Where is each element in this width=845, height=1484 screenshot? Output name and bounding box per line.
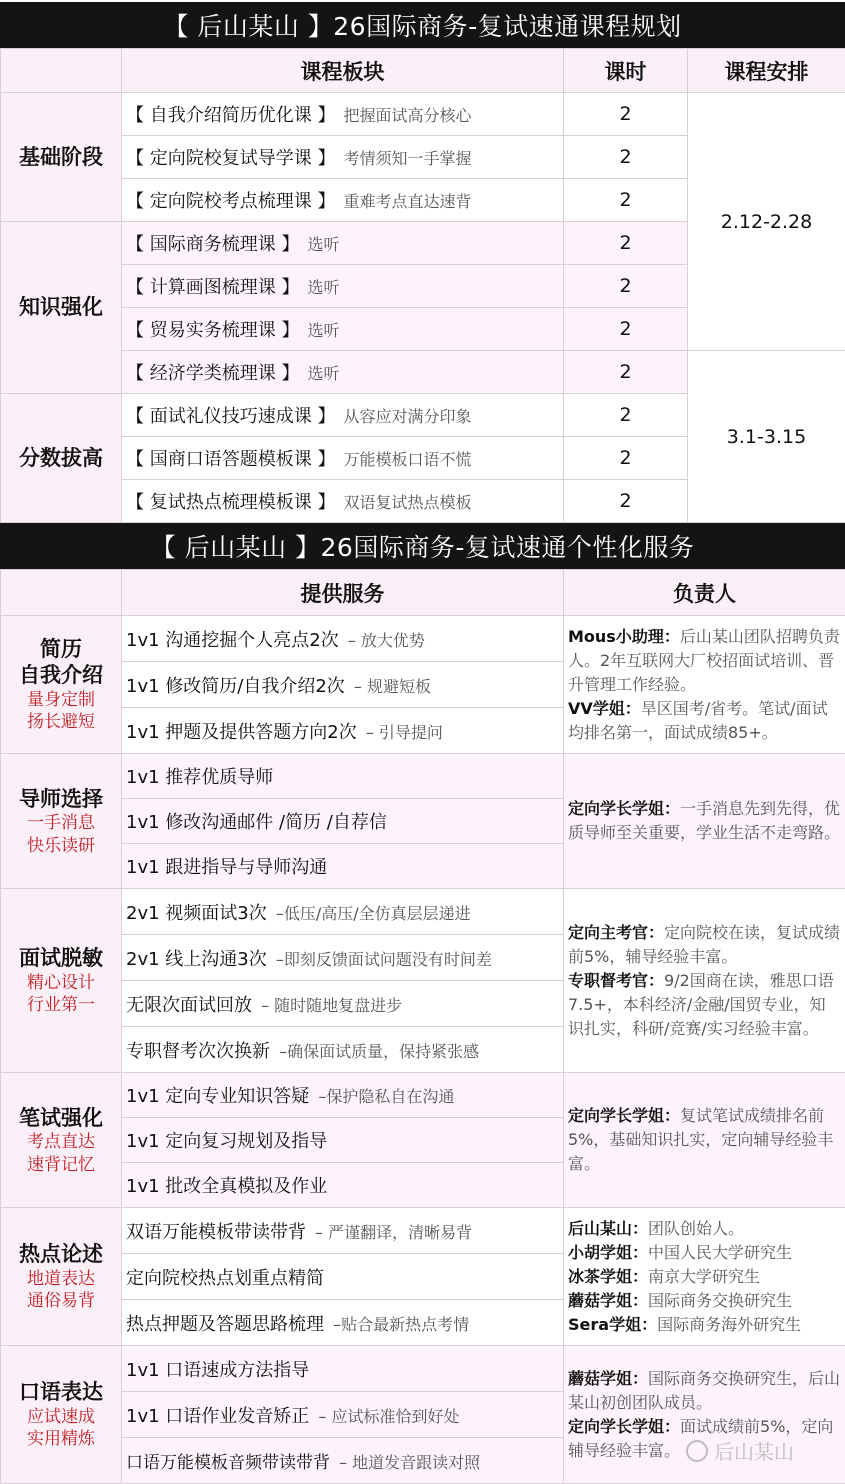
table-row: [1, 351, 845, 394]
service-item: 1v1 定向专业知识答疑 –保护隐私自在沟通: [122, 1073, 564, 1118]
course-name: 【 国商口语答题模板课 】 万能模板口语不慌: [122, 437, 564, 480]
course-name: 【 复试热点梳理模板课 】 双语复试热点模板: [122, 480, 564, 523]
service-item: 1v1 修改沟通邮件 /简历 /自荐信: [122, 799, 564, 844]
course-hours: 2: [564, 93, 688, 136]
section1-title: 【 后山某山 】26国际商务-复试速通课程规划: [0, 2, 845, 48]
service-item: 1v1 口语速成方法指导: [122, 1346, 564, 1392]
service-item: 1v1 批改全真模拟及作业: [122, 1163, 564, 1208]
course-hours: 2: [564, 437, 688, 480]
header-owner: 负责人: [564, 570, 845, 616]
course-hours: 2: [564, 179, 688, 222]
course-name: 【 定向院校考点梳理课 】 重难考点直达速背: [122, 179, 564, 222]
course-hours: 2: [564, 394, 688, 437]
course-hours: 2: [564, 222, 688, 265]
course-name: 【 计算画图梳理课 】 选听: [122, 265, 564, 308]
course-hours: 2: [564, 136, 688, 179]
course-note: 选听: [307, 321, 340, 340]
group-mentor: 导师选择 一手消息 快乐读研: [1, 754, 122, 889]
course-note: 选听: [307, 235, 340, 254]
table-row: [1, 1208, 845, 1254]
owner-cell: 定向主考官：定向院校在读，复试成绩前5%，辅导经验丰富。 专职督考官：9/2国商在读，雅思口语7.5+，本科经济/金融/国贸专业，知识扎实，科研/竞赛/实习经验丰富。: [564, 889, 845, 1073]
course-table-header: [1, 49, 845, 93]
course-hours: 2: [564, 265, 688, 308]
schedule-2: 3.1-3.15: [688, 351, 845, 523]
course-note: 从容应对满分印象: [343, 407, 472, 426]
group-oral: 口语表达 应试速成 实用精炼: [1, 1346, 122, 1484]
group-sub: 量身定制: [27, 689, 95, 710]
course-name: 【 面试礼仪技巧速成课 】 从容应对满分印象: [122, 394, 564, 437]
course-note: 选听: [307, 278, 340, 297]
header-schedule: 课程安排: [688, 49, 845, 93]
service-table-header: [1, 570, 845, 616]
course-note: 双语复试热点模板: [343, 493, 472, 512]
service-item: 1v1 口语作业发音矫正 – 应试标准恰到好处: [122, 1392, 564, 1438]
section2-title: 【 后山某山 】26国际商务-复试速通个性化服务: [0, 523, 845, 569]
group-resume: 简历 自我介绍 量身定制 扬长避短: [1, 616, 122, 754]
group-hotspot: 热点论述 地道表达 通俗易背: [1, 1208, 122, 1346]
service-item: 1v1 定向复习规划及指导: [122, 1118, 564, 1163]
course-name: 【 经济学类梳理课 】 选听: [122, 351, 564, 394]
course-note: 万能模板口语不慌: [343, 450, 472, 469]
owner-cell: Mous小助理：后山某山团队招聘负责人。2年互联网大厂校招面试培训、晋升管理工作经验。 VV学姐：旱区国考/省考。笔试/面试均排名第一，面试成绩85+。: [564, 616, 845, 754]
course-name: 【 自我介绍简历优化课 】 把握面试高分核心: [122, 93, 564, 136]
service-item: 1v1 押题及提供答题方向2次 – 引导提问: [122, 708, 564, 754]
course-name: 【 定向院校复试导学课 】 考情须知一手掌握: [122, 136, 564, 179]
course-hours: 2: [564, 351, 688, 394]
course-name: 【 国际商务梳理课 】 选听: [122, 222, 564, 265]
watermark-text: 后山某山: [714, 1440, 794, 1464]
service-item: 1v1 修改简历/自我介绍2次 – 规避短板: [122, 662, 564, 708]
table-row: [1, 1346, 845, 1392]
service-item: 1v1 跟进指导与导师沟通: [122, 844, 564, 889]
service-item: 双语万能模板带读带背 – 严谨翻译，清晰易背: [122, 1208, 564, 1254]
group-sub: 扬长避短: [27, 712, 95, 733]
group-boost: 分数拔高: [1, 394, 122, 523]
owner-cell: 蘑菇学姐：国际商务交换研究生，后山某山初创团队成员。 定向学长学姐：面试成绩前5%，定向辅导经验丰富。: [564, 1346, 845, 1484]
schedule-1: 2.12-2.28: [688, 93, 845, 351]
service-item: 2v1 视频面试3次 –低压/高压/全仿真层层递进: [122, 889, 564, 935]
header-module: 课程板块: [122, 49, 564, 93]
service-item: 1v1 推荐优质导师: [122, 754, 564, 799]
course-plan-table: [0, 48, 845, 523]
owner-cell: 定向学长学姐：一手消息先到先得，优质导师至关重要，学业生活不走弯路。: [564, 754, 845, 889]
service-item: 无限次面试回放 – 随时随地复盘进步: [122, 981, 564, 1027]
course-note: 考情须知一手掌握: [343, 149, 472, 168]
service-item: 口语万能模板音频带读带背 – 地道发音跟读对照: [122, 1438, 564, 1484]
group-knowledge: 知识强化: [1, 222, 122, 394]
service-item: 专职督考次次换新 –确保面试质量，保持紧张感: [122, 1027, 564, 1073]
header-blank: [1, 570, 122, 616]
watermark: [686, 1436, 794, 1465]
wechat-icon: [686, 1440, 708, 1462]
course-hours: 2: [564, 480, 688, 523]
table-row: [1, 889, 845, 935]
group-written: 笔试强化 考点直达 速背记忆: [1, 1073, 122, 1208]
service-table: [0, 569, 845, 1484]
header-blank: [1, 49, 122, 93]
course-note: 把握面试高分核心: [343, 106, 472, 125]
header-service: 提供服务: [122, 570, 564, 616]
table-row: [1, 754, 845, 799]
group-interview: 面试脱敏 精心设计 行业第一: [1, 889, 122, 1073]
table-row: [1, 1073, 845, 1118]
table-row: [1, 616, 845, 662]
owner-cell: 后山某山：团队创始人。 小胡学姐：中国人民大学研究生 冰茶学姐：南京大学研究生 蘑菇学姐：国际商务交换研究生 Sera学姐：国际商务海外研究生: [564, 1208, 845, 1346]
service-item: 热点押题及答题思路梳理 –贴合最新热点考情: [122, 1300, 564, 1346]
course-note: 选听: [307, 364, 340, 383]
service-item: 2v1 线上沟通3次 –即刻反馈面试问题没有时间差: [122, 935, 564, 981]
owner-cell: 定向学长学姐：复试笔试成绩排名前5%，基础知识扎实，定向辅导经验丰富。: [564, 1073, 845, 1208]
course-hours: 2: [564, 308, 688, 351]
header-hours: 课时: [564, 49, 688, 93]
course-name: 【 贸易实务梳理课 】 选听: [122, 308, 564, 351]
group-basic: 基础阶段: [1, 93, 122, 222]
course-note: 重难考点直达速背: [343, 192, 472, 211]
table-row: [1, 93, 845, 136]
service-item: 1v1 沟通挖掘个人亮点2次 – 放大优势: [122, 616, 564, 662]
service-item: 定向院校热点划重点精简: [122, 1254, 564, 1300]
